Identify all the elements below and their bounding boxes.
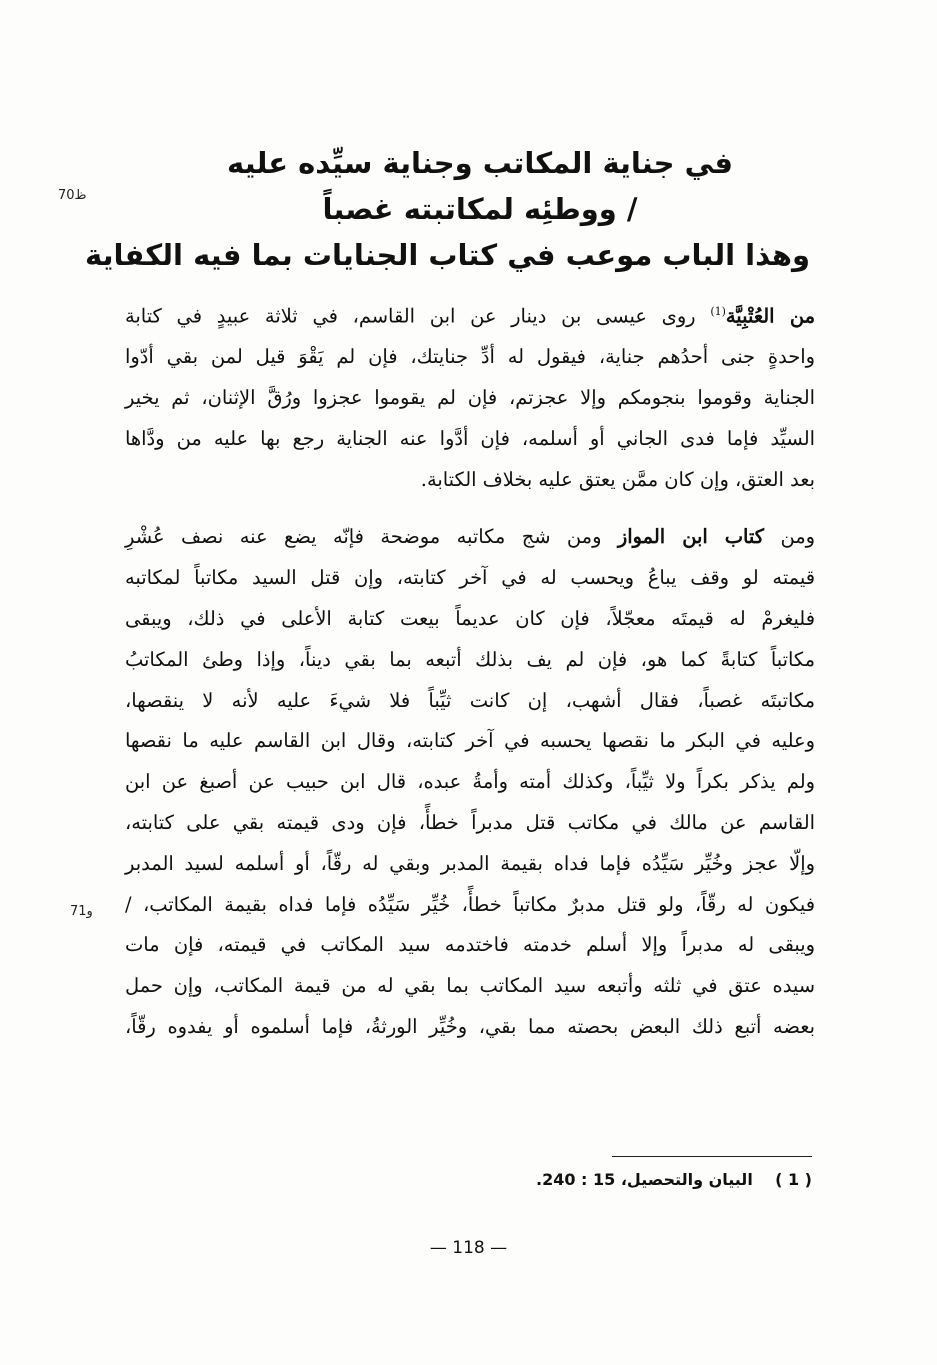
source-name-utbiyya: من العُتْبِيَّة [725, 304, 815, 328]
text-line: ويبقى له مدبراً وإلا أسلم خدمته فاختدمه سيد المكاتب في قيمته، فإن مات [125, 933, 815, 957]
title-line-1: في جناية المكاتب وجناية سيِّده عليه [227, 146, 733, 180]
text-line: بعضه أتبع ذلك البعض بحصته مما بقي، وخُيِّر الورثةُ، فإما أسلموه أو يفدوه رقّاً، [125, 1015, 815, 1039]
text-line: السيِّد فإما فدى الجاني أو أسلمه، فإن أدَّوا عنه الجناية رجع بها عليه من ودَّاها [125, 426, 815, 450]
manuscript-folio-note-bottom: و71 [70, 904, 93, 919]
text-line: الجناية وقوموا بنجومكم وإلا عجزتم، فإن لم يقوموا عجزوا ورُقَّ الإثنان، ثم يخير [125, 386, 815, 410]
main-text [125, 292, 815, 1048]
text-line: سيده عتق في ثلثه وأتبعه سيد المكاتب بما بقي له من قيمة المكاتب، وإن حمل [125, 974, 815, 998]
footnote [536, 1170, 812, 1189]
text-line: مكاتباً كتابةً كما هو، فإن لم يف بذلك أتبعه بما بقي ديناً، وإذا وطئ المكاتبُ [125, 647, 815, 671]
footnote-reference: (1) [710, 305, 726, 318]
title-line-3: وهذا الباب موعب في كتاب الجنايات بما فيه الكفاية [85, 238, 810, 272]
text-line: ولم يذكر بكراً ولا ثيِّباً، وكذلك أمته وأمةُ عبده، قال ابن حبيب عن أصبغ عن ابن [125, 770, 815, 794]
manuscript-folio-note-top: ظ70 [58, 188, 87, 203]
text-line: قيمته لو وقف يباعُ ويحسب له في آخر كتابته، وإن قتل السيد مكاتباً لمكاتبه [125, 566, 815, 590]
title-line-2: / ووطئِه لمكاتبته غصباً [322, 192, 638, 226]
paragraph-ibn-al-mawwaz [125, 517, 815, 1047]
chapter-title [85, 140, 810, 278]
text-line: وعليه في البكر ما نقصها يحسبه في آخر كتابته، وقال ابن القاسم عليه ما نقصها [125, 729, 815, 753]
footnote-number: ( 1 ) [775, 1170, 812, 1189]
footnote-divider [612, 1156, 812, 1157]
source-name-ibn-al-mawwaz: كتاب ابن المواز [617, 525, 765, 549]
text-line: مكاتبتَه غصباً، فقال أشهب، إن كانت ثيِّباً فلا شيءَ عليه لأنه لا ينقصها، [125, 688, 815, 712]
text-line: واحدةٍ جنى أحدُهم جناية، فيقول له أدِّ جنايتك، فإن لم يَقْوَ قيل لمن بقي أدّوا [125, 345, 815, 369]
text-line: القاسم عن مالك في مكاتب قتل مدبراً خطأً، فإن ودى قيمته بقي على كتابته، [125, 811, 815, 835]
text-line: فليغرمْ له قيمتَه معجّلاً، فإن كان عديماً بيعت كتابة الأعلى في ذلك، ويبقى [125, 607, 815, 631]
text-line: ومن كتاب ابن المواز ومن شج مكاتبه موضحة فإنّه يضع عنه نصف عُشْرِ [125, 525, 815, 549]
text-line: من العُتْبِيَّة$^{(1)}$ روى عيسى بن دينار عن ابن القاسم، في ثلاثة عبيدٍ في كتابة [125, 304, 815, 328]
footnote-text: البيان والتحصيل، 15 : 240. [535, 1170, 753, 1189]
text-line: وإلّا عجز وخُيِّر سَيِّدُه فإما فداه بقيمة المدبر وبقي له رقّاً، أو أسلمه لسيد المدبر [125, 851, 815, 875]
paragraph-utbiyya [125, 292, 815, 500]
text-line: بعد العتق، وإن كان ممَّن يعتق عليه بخلاف الكتابة. [420, 467, 815, 491]
page-number: — 118 — [429, 1238, 508, 1258]
text-line: فيكون له رقّاً، ولو قتل مدبرٌ مكاتباً خطأً، خُيِّر سَيِّدُه فإما فداه بقيمة المكاتب، / [125, 892, 815, 916]
